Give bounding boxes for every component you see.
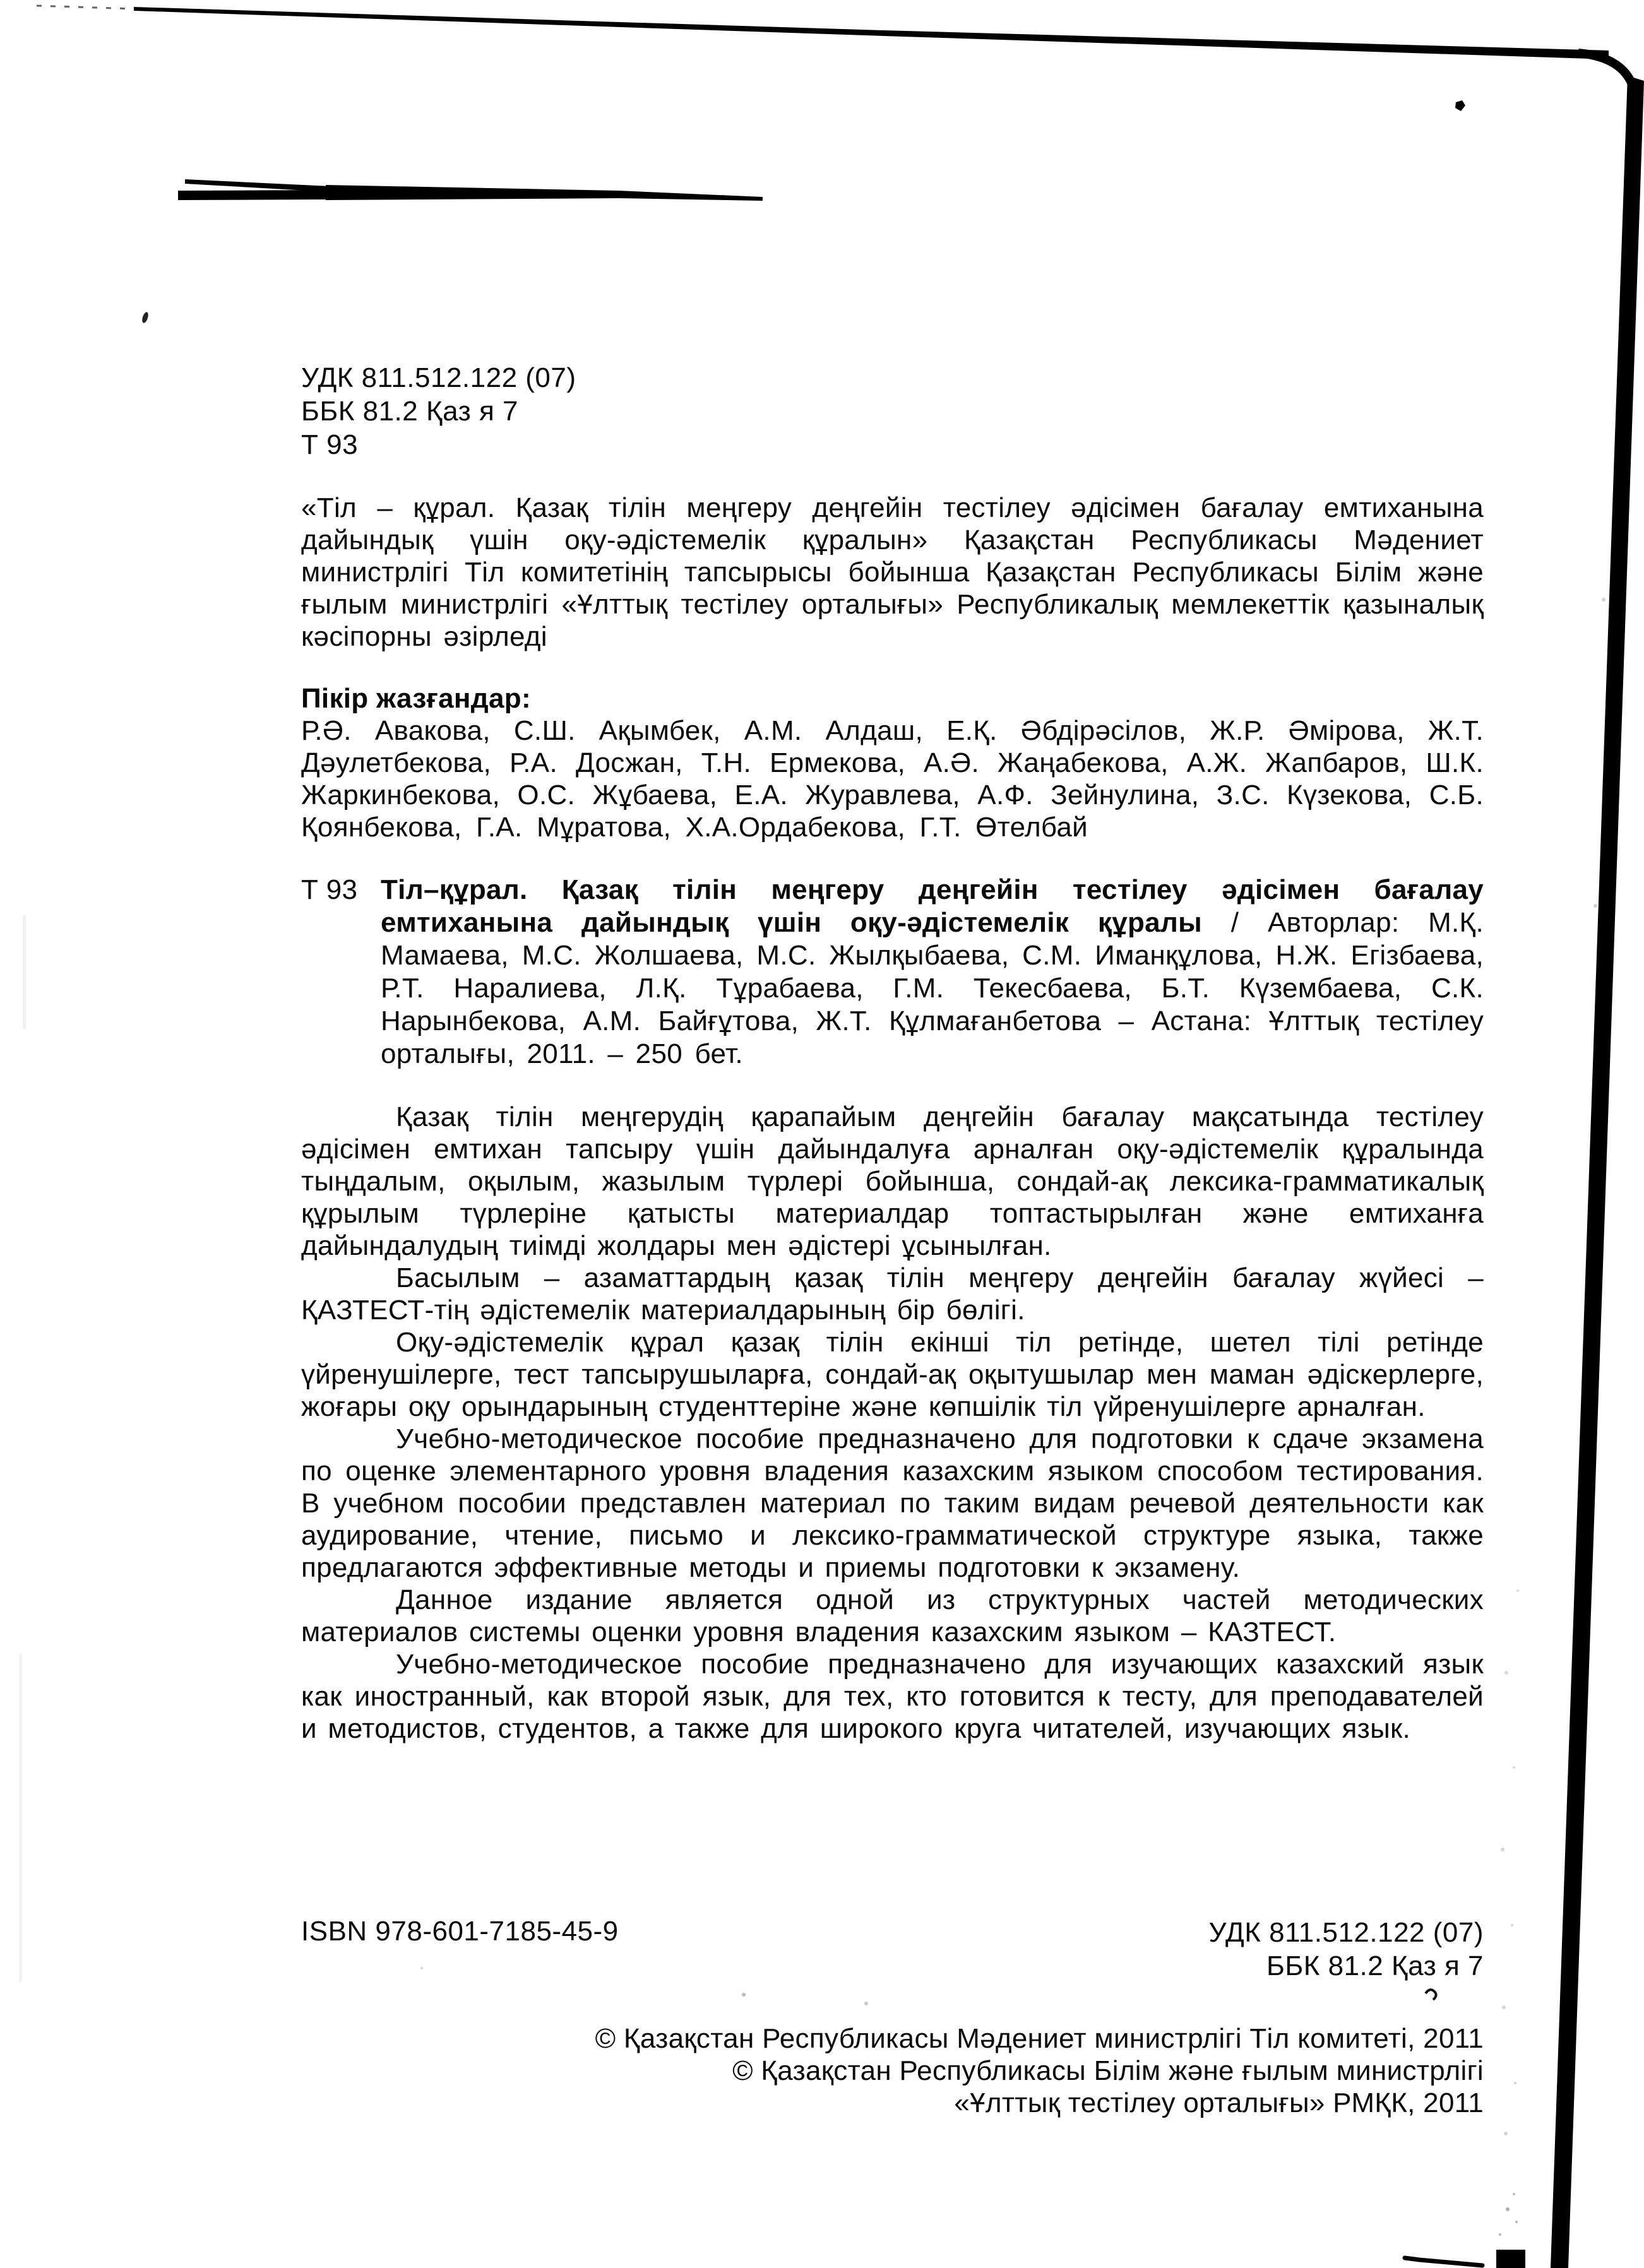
reviewers-heading: Пікір жазғандар: — [301, 683, 531, 714]
bbk-code-bottom: ББК 81.2 Қаз я 7 — [1266, 1950, 1484, 1981]
left-margin-mark — [141, 311, 149, 324]
copyright-line: © Қазақстан Республикасы Мәдениет министрлігі Тіл комитеті, 2011 — [595, 2023, 1484, 2054]
catalog-entry — [301, 874, 1484, 1071]
annotation-paragraph: Оқу-әдістемелік құрал қазақ тілін екінші тіл ретінде, шетел тілі ретінде үйренушілерге, тест тапсырушыларға, сондай-ақ оқытушылар мен маман әдіскерлерге, жоғары оқу орындарының студенттеріне және көпшілік тіл үйренушілерге арналған. — [301, 1327, 1484, 1422]
udk-code-top: УДК 811.512.122 (07) — [301, 362, 576, 393]
marker-smudge-body — [326, 185, 763, 201]
bbk-code-top: ББК 81.2 Қаз я 7 — [301, 396, 518, 427]
catalog-entry-text — [381, 874, 1484, 1071]
copyright-line: © Қазақстан Республикасы Білім және ғылым министрлігі — [732, 2055, 1484, 2086]
copyright-line: «Ұлттық тестілеу орталығы» РМҚК, 2011 — [954, 2087, 1484, 2118]
bottom-right-blob — [1496, 2250, 1525, 2268]
catalog-entry-authors: / Авторлар: М.Қ. Мамаева, М.С. Жолшаева, М.С. Жылқыбаева, С.М. Иманқұлова, Н.Ж. Егізбаева, Р.Т. Наралиева, Л.Қ. Тұрабаева, Г.М. Текесбаева, Б.Т. Күзембаева, С.К. Нарынбекова, А.М. Байғұтова, Ж.Т. Құлмағанбетова – Астана: Ұлттық тестілеу орталығы, 2011. – 250 бет. — [381, 907, 1484, 1069]
t-code-top: Т 93 — [301, 429, 359, 460]
speckle-column — [1499, 598, 1605, 2236]
bottom-edge-line — [1405, 2258, 1482, 2265]
catalog-codes-top — [301, 361, 576, 461]
catalog-entry-code: Т 93 — [301, 874, 358, 905]
right-edge-band — [1551, 76, 1644, 2268]
edition-note: «Тіл – құрал. Қазақ тілін меңгеру деңгейін тестілеу әдісімен бағалау емтиханына дайындық үшін оқу-әдістемелік құралын» Қазақстан Республикасы Мәдениет министрлігі Тіл комитетінің тапсырысы бойынша Қазақстан Республикасы Білім және ғылым министрлігі «Ұлттық тестілеу орталығы» Республикалық мемлекеттік қазыналық кәсіпорны әзірледі — [301, 492, 1484, 652]
marker-smudge-lower — [178, 190, 330, 200]
annotation-block — [301, 1101, 1484, 1745]
marker-smudge-upper — [185, 179, 330, 192]
top-edge-dashes — [37, 6, 134, 9]
udk-code-bottom: УДК 811.512.122 (07) — [1208, 1917, 1484, 1948]
reviewers-names: Р.Ә. Авакова, С.Ш. Ақымбек, А.М. Алдаш, Е.Қ. Әбдірәсілов, Ж.Р. Әмірова, Ж.Т. Дәулетбекова, Р.А. Досжан, Т.Н. Ермекова, А.Ә. Жаңабекова, А.Ж. Жапбаров, Ш.К. Жаркинбекова, О.С. Жұбаева, Е.А. Журавлева, А.Ф. Зейнулина, З.С. Күзекова, С.Б. Қоянбекова, Г.А. Мұратова, Х.А.Ордабекова, Г.Т. Өтелбай — [301, 715, 1484, 843]
top-edge-line — [134, 7, 1609, 59]
isbn: ISBN 978-601-7185-45-9 — [301, 1916, 619, 1947]
annotation-paragraph: Данное издание является одной из структурных частей методических материалов системы оценки уровня владения казахским языком – КАЗТЕСТ. — [301, 1584, 1484, 1648]
catalog-entry-title: Тіл–құрал. Қазақ тілін меңгеру деңгейін тестілеу әдісімен бағалау емтиханына дайындық үшін оқу-әдістемелік құралы — [381, 874, 1484, 938]
squiggle-mark — [1426, 1990, 1436, 2000]
catalog-codes-bottom — [1208, 1916, 1484, 1983]
annotation-paragraph: Учебно-методическое пособие предназначено для подготовки к сдаче экзамена по оценке элементарного уровня владения казахским языком способом тестирования. В учебном пособии представлен материал по таким видам речевой деятельности как аудирование, чтение, письмо и лексико-грамматической структуре языка, также предлагаются эффективные методы и приемы подготовки к экзамену. — [301, 1423, 1484, 1583]
reviewers-section — [301, 682, 1484, 843]
top-right-corner — [1578, 53, 1636, 101]
copyright-block — [301, 2022, 1484, 2119]
annotation-paragraph: Басылым – азаматтардың қазақ тілін меңгеру деңгейін бағалау жүйесі – ҚАЗТЕСТ-тің әдістемелік материалдарының бір бөлігі. — [301, 1262, 1484, 1326]
annotation-paragraph: Қазақ тілін меңгерудің қарапайым деңгейін бағалау мақсатында тестілеу әдісімен емтихан тапсыру үшін дайындалуға арналған оқу-әдістемелік құралында тыңдалым, оқылым, жазылым түрлері бойынша, сондай-ақ лексика-грамматикалық құрылым түрлеріне қатысты материалдар топтастырылған және емтиханға дайындалудың тиімді жолдары мен әдістері ұсынылған. — [301, 1101, 1484, 1261]
pen-dot-top-right — [1455, 100, 1465, 111]
annotation-paragraph: Учебно-методическое пособие предназначено для изучающих казахский язык как иностранный, как второй язык, для тех, кто готовится к тесту, для преподавателей и методистов, студентов, а также для широкого круга читателей, изучающих язык. — [301, 1649, 1484, 1744]
